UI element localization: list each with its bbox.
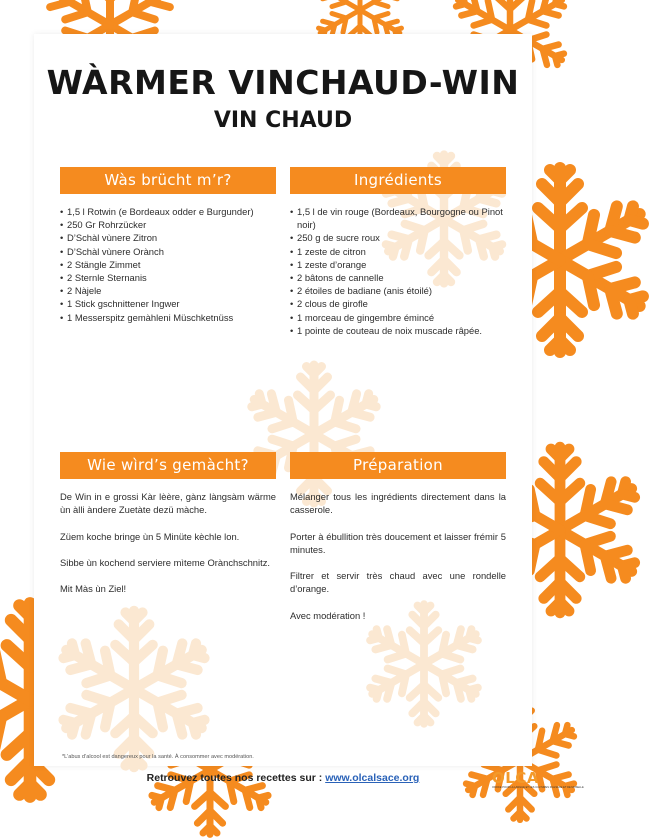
footer-text: Retrouvez toutes nos recettes sur : xyxy=(146,772,326,784)
alcohol-disclaimer: *L’abus d’alcool est dangereux pour la santé. À consommer avec modération. xyxy=(62,754,254,760)
footer xyxy=(0,769,566,787)
list-item: • 1 pointe de couteau de noix muscade râpée. xyxy=(290,324,506,337)
section-header-preparation-als: Wie wìrd’s gemàcht? xyxy=(60,452,276,479)
website-link[interactable]: www.olcalsace.org xyxy=(325,772,420,784)
page-title: WÀRMER VINCHAUD-WIN xyxy=(46,63,520,102)
list-item: • D’Schàl vùnere Zitron xyxy=(60,231,276,244)
list-item: • 250 g de sucre roux xyxy=(290,231,506,244)
list-item: • 1 zeste d’orange xyxy=(290,258,506,271)
section-header-ingredients-fr: Ingrédients xyxy=(290,167,506,194)
paragraph: Mit Màs ùn Ziel! xyxy=(60,583,127,595)
logo-name: OLCA xyxy=(492,769,539,787)
list-item: • 2 étoiles de badiane (anis étoilé) xyxy=(290,284,506,297)
section-header-preparation-fr: Préparation xyxy=(290,452,506,479)
paragraph: Avec modération ! xyxy=(290,609,366,621)
list-item: • 2 bâtons de cannelle xyxy=(290,271,506,284)
list-item: • 2 Sternle Sternanis xyxy=(60,271,276,284)
paragraph: Sibbe ùn kochend serviere mìteme Orànchschnitz. xyxy=(60,556,270,568)
ingredients-list-als xyxy=(60,205,276,324)
section-header-ingredients-als: Wàs brücht m’r? xyxy=(60,167,276,194)
list-item: • 1 zeste de citron xyxy=(290,245,506,258)
list-item: • 2 Stängle Zimmet xyxy=(60,258,276,271)
preparation-text-als xyxy=(60,490,276,609)
paragraph: Züem koche bringe ùn 5 Minüte kèchle lon. xyxy=(60,530,240,542)
list-item: • 1 Messerspitz gemàhleni Müschketnüss xyxy=(60,311,276,324)
list-item: • 1,5 l de vin rouge (Bordeaux, Bourgogne ou Pinot noir) xyxy=(290,205,506,231)
paragraph: Mélanger tous les ingrédients directement dans la casserole. xyxy=(290,491,506,516)
list-item: • D’Schàl vùnere Orànch xyxy=(60,245,276,258)
list-item: • 1 Stick gschnittener Ingwer xyxy=(60,297,276,310)
list-item: • 2 clous de girofle xyxy=(290,297,506,310)
paragraph: Porter à ébullition très doucement et laisser frémir 5 minutes. xyxy=(290,530,506,555)
faint-snowflake-icon xyxy=(34,604,234,774)
list-item: • 1,5 l Rotwin (e Bordeaux odder e Burgunder) xyxy=(60,205,276,218)
logo-tagline: OFFICE POUR LA LANGUE ET LES CULTURES D’ALSACE ET DE MOSELLE xyxy=(492,786,584,789)
list-item: • 2 Nàjele xyxy=(60,284,276,297)
paragraph: Filtrer et servir très chaud avec une rondelle d’orange. xyxy=(290,570,506,595)
page-subtitle: VIN CHAUD xyxy=(213,108,353,133)
preparation-text-fr xyxy=(290,490,506,635)
list-item: • 250 Gr Rohrzücker xyxy=(60,218,276,231)
recipe-card xyxy=(34,34,532,766)
ingredients-list-fr xyxy=(290,205,506,337)
list-item: • 1 morceau de gingembre émincé xyxy=(290,311,506,324)
olca-logo xyxy=(492,769,584,796)
paragraph: De Win in e grossi Kàr lèère, gànz làngsàm wärme ùn àlli àndere Zuetàte dezü màche. xyxy=(60,491,276,516)
